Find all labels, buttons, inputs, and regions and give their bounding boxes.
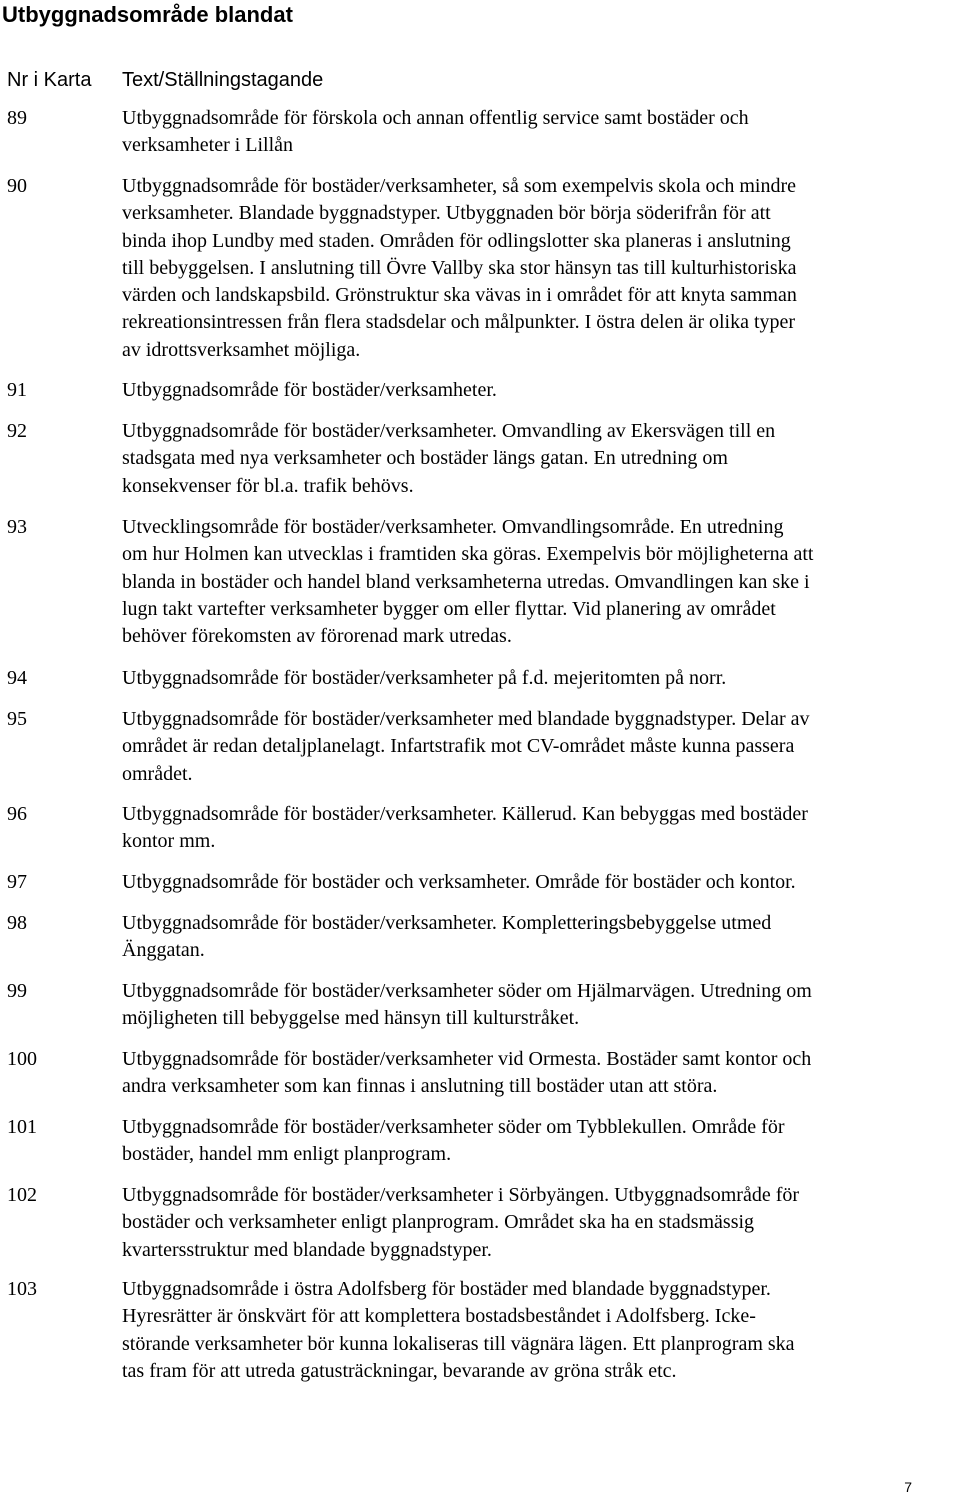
entry-text-line: Utbyggnadsområde i östra Adolfsberg för bostäder med blandade byggnadstyper. [122, 1278, 771, 1300]
entry-number: 101 [7, 1116, 37, 1138]
entry-text [122, 1114, 958, 1169]
entry-text [122, 665, 958, 692]
entry-text-line: kontor mm. [122, 830, 216, 853]
entry-text-line: om hur Holmen kan utvecklas i framtiden ska göras. Exempelvis bör möjligheterna att [122, 543, 814, 566]
entry-number: 95 [7, 708, 27, 730]
entry-text-line: tas fram för att utreda gatusträckningar, bevarande av gröna stråk etc. [122, 1359, 677, 1382]
entry-number: 92 [7, 420, 27, 442]
entry-text-line: Utbyggnadsområde för bostäder/verksamheter. Källerud. Kan bebyggas med bostäder [122, 803, 808, 825]
entry-text-line: Utbyggnadsområde för bostäder/verksamheter söder om Hjälmarvägen. Utredning om [122, 980, 812, 1002]
column-header-text: Text/Ställningstagande [122, 69, 324, 91]
entry-number: 96 [7, 803, 27, 825]
entry-number: 103 [7, 1278, 37, 1300]
entry-number: 100 [7, 1048, 37, 1070]
entry-text-line: lugn takt vartefter verksamheter bygger om eller flyttar. Vid planering av området [122, 597, 776, 620]
entry-text-line: Utbyggnadsområde för förskola och annan offentlig service samt bostäder och [122, 107, 749, 129]
entry-text-line: Utbyggnadsområde för bostäder/verksamheter i Sörbyängen. Utbyggnadsområde för [122, 1184, 800, 1206]
entry-text-line: Hyresrätter är önskvärt för att komplettera bostadsbeståndet i Adolfsberg. Icke- [122, 1305, 756, 1328]
entry-text [122, 801, 958, 856]
entry-number: 90 [7, 175, 27, 197]
entry-text-line: till bebyggelsen. I anslutning till Övre Vallby ska stor hänsyn tas till kulturhistoriska [122, 256, 797, 279]
entry-text [122, 105, 958, 160]
entry-text-line: området är redan detaljplanelagt. Infartstrafik mot CV-området måste kunna passera [122, 735, 795, 758]
entry-text-line: Utbyggnadsområde för bostäder/verksamheter, så som exempelvis skola och mindre [122, 175, 797, 197]
entry-text [122, 706, 958, 788]
entry-text-line: bostäder, handel mm enligt planprogram. [122, 1143, 452, 1166]
entry-number: 98 [7, 912, 27, 934]
entry-text-line: stadsgata med nya verksamheter och bostäder längs gatan. En utredning om [122, 447, 728, 470]
entry-text-line: möjligheten till bebyggelse med hänsyn till kulturstråket. [122, 1007, 580, 1030]
entry-number: 94 [7, 667, 27, 689]
entry-text-line: störande verksamheter bör kunna lokaliseras till vägnära lägen. Ett planprogram ska [122, 1332, 795, 1355]
entry-text-line: behöver förekomsten av förorenad mark utredas. [122, 625, 512, 648]
entry-text-line: blanda in bostäder och handel bland verksamheterna utredas. Omvandlingen kan ske i [122, 570, 810, 593]
entry-text-line: Utbyggnadsområde för bostäder/verksamheter på f.d. mejeritomten på norr. [122, 667, 727, 689]
entry-number: 99 [7, 980, 27, 1002]
entry-text [122, 978, 958, 1033]
entry-text-line: verksamheter. Blandade byggnadstyper. Utbyggnaden bör börja söderifrån för att [122, 202, 771, 225]
entry-text-line: Utbyggnadsområde för bostäder/verksamheter söder om Tybblekullen. Område för [122, 1116, 785, 1138]
entry-text-line: kvartersstruktur med blandade byggnadstyper. [122, 1238, 492, 1261]
entry-text [122, 173, 958, 364]
entry-text-line: verksamheter i Lillån [122, 134, 294, 157]
entry-number: 102 [7, 1184, 37, 1206]
entry-text [122, 1182, 958, 1264]
entry-text-line: rekreationsintressen från flera stadsdelar och målpunkter. I östra delen är olika typer [122, 311, 796, 334]
entry-text-line: andra verksamheter som kan finnas i anslutning till bostäder utan att störa. [122, 1075, 718, 1098]
entry-text-line: Utbyggnadsområde för bostäder/verksamheter. [122, 379, 497, 401]
entry-number: 91 [7, 379, 27, 401]
entry-text-line: Utbyggnadsområde för bostäder/verksamheter med blandade byggnadstyper. Delar av [122, 708, 810, 730]
entry-text-line: värden och landskapsbild. Grönstruktur ska vävas in i området för att knyta samman [122, 284, 797, 307]
entry-text [122, 514, 958, 650]
entry-number: 89 [7, 107, 27, 129]
entry-text-line: konsekvenser för bl.a. trafik behövs. [122, 474, 414, 497]
entry-text [122, 869, 958, 896]
entry-text [122, 910, 958, 965]
entry-text-line: Utbyggnadsområde för bostäder/verksamheter vid Ormesta. Bostäder samt kontor och [122, 1048, 812, 1070]
entry-number: 97 [7, 871, 27, 893]
entry-text-line: av idrottsverksamhet möjliga. [122, 338, 361, 361]
entry-text [122, 418, 958, 500]
column-header-nr: Nr i Karta [7, 69, 92, 91]
entry-number: 93 [7, 516, 27, 538]
page-title: Utbyggnadsområde blandat [2, 2, 293, 27]
page-number: 7 [904, 1479, 912, 1495]
entry-text-line: Utbyggnadsområde för bostäder/verksamheter. Kompletteringsbebyggelse utmed [122, 912, 772, 934]
table-header [0, 67, 960, 93]
entry-text [122, 1276, 958, 1385]
entry-text-line: Änggatan. [122, 939, 205, 962]
entry-text [122, 1046, 958, 1101]
entry-text-line: Utbyggnadsområde för bostäder/verksamheter. Omvandling av Ekersvägen till en [122, 420, 776, 442]
entry-text-line: området. [122, 762, 193, 785]
entry-text [122, 377, 958, 404]
entry-text-line: binda ihop Lundby med staden. Områden för odlingslotter ska planeras i anslutning [122, 229, 791, 252]
entry-text-line: Utvecklingsområde för bostäder/verksamheter. Omvandlingsområde. En utredning [122, 516, 784, 538]
entry-text-line: bostäder och verksamheter enligt planprogram. Området ska ha en stadsmässig [122, 1211, 755, 1234]
entry-text-line: Utbyggnadsområde för bostäder och verksamheter. Område för bostäder och kontor. [122, 871, 796, 893]
